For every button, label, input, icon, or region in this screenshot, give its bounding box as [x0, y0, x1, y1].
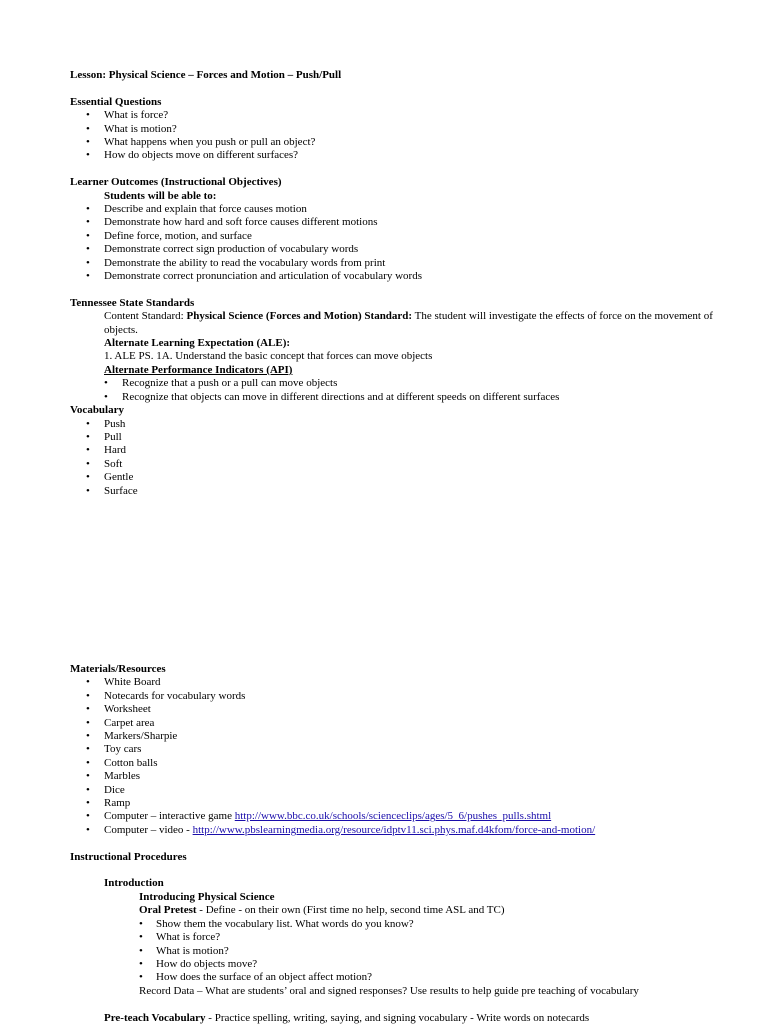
pretest-list [70, 918, 738, 985]
list-item-video [70, 824, 738, 837]
list-item: • Hard [70, 444, 738, 457]
content-standard-text: The student will investigate the effects of force on the movement of objects. [104, 310, 713, 336]
materials-list [70, 676, 738, 837]
list-item: • Soft [70, 458, 738, 471]
list-item: • Describe and explain that force causes motion [70, 203, 738, 216]
record-data-text: Record Data – What are students’ oral and signed responses? Use results to help guide pre teaching of vocabulary [139, 984, 639, 997]
list-item: • Markers/Sharpie [70, 730, 738, 743]
list-item: • What is motion? [70, 945, 738, 958]
list-item: • Marbles [70, 770, 738, 783]
oral-pretest [70, 904, 738, 917]
list-item: • How do objects move on different surfaces? [70, 149, 738, 162]
list-item: • What is force? [70, 109, 738, 122]
preteach-text: - Practice spelling, writing, saying, and signing vocabulary - Write words on notecards [205, 1011, 590, 1024]
list-item: • Toy cars [70, 743, 738, 756]
list-item: • Surface [70, 485, 738, 498]
oral-pretest-label: Oral Pretest [139, 904, 197, 917]
essential-questions-list [70, 109, 738, 163]
lesson-title: Lesson: Physical Science – Forces and Motion – Push/Pull [70, 69, 342, 81]
list-item: • Define force, motion, and surface [70, 230, 738, 243]
content-standard-title: Physical Science (Forces and Motion) Standard: [186, 310, 413, 323]
list-item: • Recognize that objects can move in different directions and at different speeds on different surfaces [70, 391, 738, 404]
learner-outcomes-subheading: Students will be able to: [104, 189, 217, 202]
list-item: • Demonstrate the ability to read the vocabulary words from print [70, 257, 738, 270]
list-item: • How does the surface of an object affect motion? [70, 971, 738, 984]
content-standard [70, 310, 738, 337]
video-link[interactable]: http://www.pbslearningmedia.org/resource/idptv11.sci.phys.maf.d4kfom/force-and-motion/ [192, 823, 596, 836]
preteach-vocabulary [70, 1012, 738, 1025]
list-item: • What is force? [70, 931, 738, 944]
game-prefix: Computer – interactive game [104, 810, 235, 823]
procedures-heading: Instructional Procedures [70, 850, 187, 863]
list-item: • What is motion? [70, 123, 738, 136]
learner-outcomes-list [70, 203, 738, 283]
ale-text: 1. ALE PS. 1A. Understand the basic concept that forces can move objects [104, 350, 433, 363]
vocabulary-heading: Vocabulary [70, 404, 124, 417]
list-item: • How do objects move? [70, 958, 738, 971]
list-item: • Gentle [70, 471, 738, 484]
materials-heading: Materials/Resources [70, 663, 166, 675]
list-item: • Ramp [70, 797, 738, 810]
list-item: • Demonstrate how hard and soft force causes different motions [70, 216, 738, 229]
list-item: • Recognize that a push or a pull can move objects [70, 377, 738, 390]
introduction-subheading: Introducing Physical Science [139, 890, 275, 903]
list-item: • What happens when you push or pull an object? [70, 136, 738, 149]
essential-questions-heading: Essential Questions [70, 95, 162, 108]
list-item: • Push [70, 418, 738, 431]
lesson-section [70, 69, 738, 498]
video-prefix: Computer – video - [104, 823, 193, 836]
introduction-heading: Introduction [104, 877, 164, 890]
learner-outcomes-heading: Learner Outcomes (Instructional Objectives) [70, 176, 282, 189]
standards-heading: Tennessee State Standards [70, 296, 195, 309]
list-item: • Demonstrate correct pronunciation and articulation of vocabulary words [70, 270, 738, 283]
list-item: • Show them the vocabulary list. What words do you know? [70, 918, 738, 931]
vocabulary-list [70, 418, 738, 498]
oral-pretest-text: - Define - on their own (First time no help, second time ASL and TC) [196, 904, 505, 917]
content-standard-prefix: Content Standard: [104, 310, 187, 323]
ale-heading: Alternate Learning Expectation (ALE): [104, 337, 291, 350]
api-list [70, 377, 738, 404]
list-item: • Carpet area [70, 717, 738, 730]
list-item: • Pull [70, 431, 738, 444]
list-item-game [70, 810, 738, 823]
list-item: • White Board [70, 676, 738, 689]
list-item: • Notecards for vocabulary words [70, 690, 738, 703]
list-item: • Dice [70, 784, 738, 797]
game-link[interactable]: http://www.bbc.co.uk/schools/scienceclips/ages/5_6/pushes_pulls.shtml [234, 810, 552, 823]
materials-section [70, 663, 738, 1025]
list-item: • Cotton balls [70, 757, 738, 770]
list-item: • Worksheet [70, 703, 738, 716]
list-item: • Demonstrate correct sign production of vocabulary words [70, 243, 738, 256]
api-heading: Alternate Performance Indicators (API) [104, 363, 293, 376]
preteach-label: Pre-teach Vocabulary [104, 1011, 206, 1024]
